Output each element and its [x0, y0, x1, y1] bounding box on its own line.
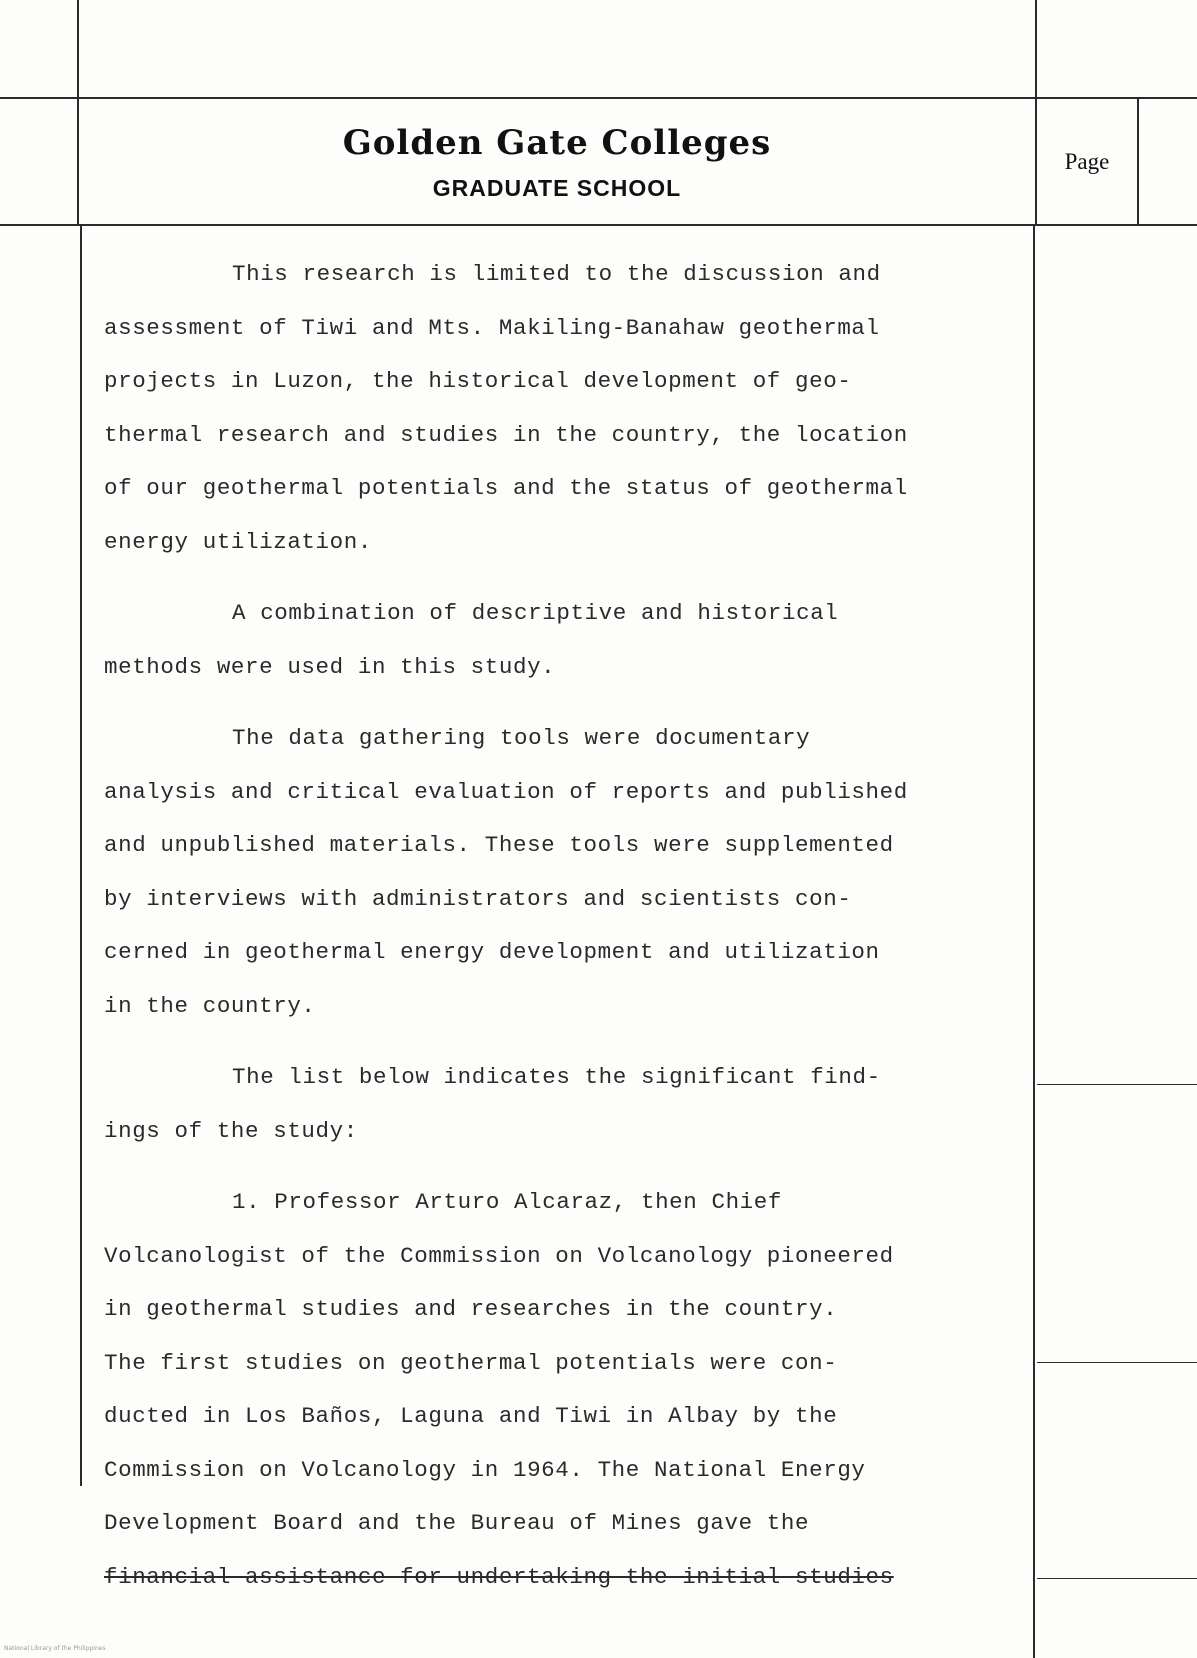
- text-line: analysis and critical evaluation of reports and published: [104, 778, 908, 805]
- right-margin-rule: [1035, 0, 1037, 97]
- header-rule: [0, 224, 1197, 226]
- letterhead: [79, 99, 1035, 224]
- text-line: by interviews with administrators and scientists con-: [104, 885, 852, 912]
- text-line: The list below indicates the significant find-: [232, 1064, 881, 1090]
- left-margin-rule: [80, 226, 82, 1486]
- text-line: in geothermal studies and researches in the country.: [104, 1296, 838, 1322]
- margin-tick: [1037, 1362, 1197, 1363]
- text-line: and unpublished materials. These tools were supplemented: [104, 832, 894, 858]
- footer-note: National Library of the Philippines: [4, 1645, 106, 1652]
- text-line: projects in Luzon, the historical development of geo-: [104, 368, 852, 394]
- text-line: energy utilization.: [104, 528, 372, 555]
- text-line: methods were used in this study.: [104, 653, 556, 680]
- text-line: A combination of descriptive and historical: [232, 600, 839, 626]
- text-line: of our geothermal potentials and the status of geothermal: [104, 475, 908, 501]
- text-line: assessment of Tiwi and Mts. Makiling-Banahaw geothermal: [104, 314, 880, 341]
- text-line: The data gathering tools were documentary: [232, 725, 811, 751]
- left-margin-rule: [77, 0, 79, 97]
- text-line: thermal research and studies in the country, the location: [104, 421, 908, 448]
- page-column-rule: [1137, 99, 1139, 224]
- text-line: Development Board and the Bureau of Mines gave the: [104, 1510, 810, 1536]
- margin-tick: [1037, 1084, 1197, 1085]
- text-line: cerned in geothermal energy development and utilization: [104, 939, 880, 965]
- body-text: [104, 248, 1039, 1604]
- page-label: Page: [1064, 149, 1110, 174]
- text-line: financial assistance for undertaking the initial studies: [104, 1563, 894, 1590]
- text-line: Volcanologist of the Commission on Volcanology pioneered: [104, 1242, 894, 1269]
- text-line: This research is limited to the discussion and: [232, 261, 881, 287]
- college-name: Golden Gate Colleges: [342, 123, 772, 163]
- text-line: ducted in Los Baños, Laguna and Tiwi in Albay by the: [104, 1403, 838, 1429]
- text-line: ings of the study:: [104, 1117, 358, 1144]
- text-line: Commission on Volcanology in 1964. The National Energy: [104, 1456, 866, 1483]
- text-line: 1. Professor Arturo Alcaraz, then Chief: [232, 1189, 782, 1215]
- school-name: GRADUATE SCHOOL: [432, 175, 682, 201]
- text-line: in the country.: [104, 992, 316, 1019]
- margin-tick: [1037, 1578, 1197, 1579]
- text-line: The first studies on geothermal potentials were con-: [104, 1349, 838, 1376]
